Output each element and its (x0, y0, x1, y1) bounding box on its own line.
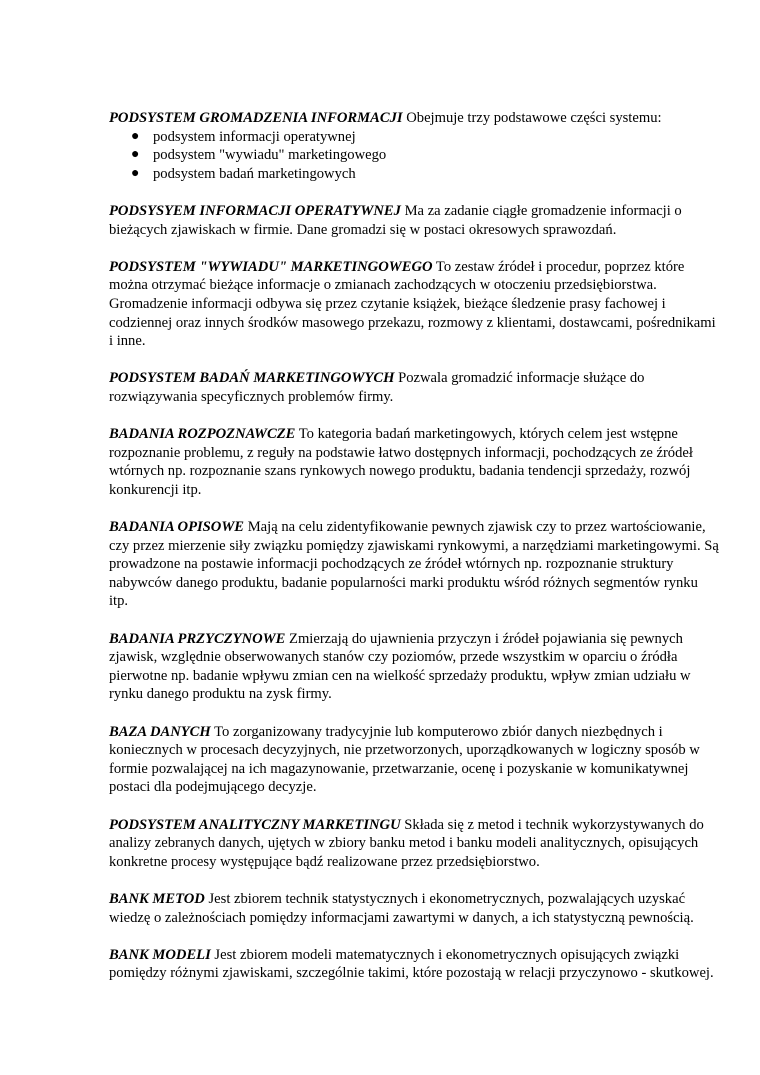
bullet-list (109, 128, 719, 184)
paragraph-text: Ma za zadanie ciągłe gromadzenie informacji o bieżących zjawiskach w firmie. Dane gromadzi się w postaci okresowych sprawozdań. (109, 202, 682, 238)
paragraph-informacji-operatywnej (109, 202, 719, 239)
term-heading: BANK METOD (109, 890, 205, 907)
list-item (109, 165, 719, 184)
paragraph-text: To kategoria badań marketingowych, których celem jest wstępne rozpoznanie problemu, z reguły na podstawie łatwo dostępnych informacji, pochodzących ze źródeł wtórnych np. rozpoznanie szans rynkowych nowego produktu, badania tendencji sprzedaży, rozwój konkurencji itp. (109, 426, 701, 498)
list-item-text: podsystem informacji operatywnej (153, 128, 356, 145)
paragraph-text: Obejmuje trzy podstawowe części systemu: (402, 110, 662, 126)
paragraph-text: Zmierzają do ujawnienia przyczyn i źródeł pojawiania się pewnych zjawisk, względnie obserwowanych stanów czy poziomów, przede wszystkim w oparciu o źródła pierwotne np. badanie wpływu zmian cen na wielkość sprzedaży produktu, wpływ zmian udziału w rynku danego produktu na zysk firmy. (109, 630, 691, 703)
paragraph-badania-opisowe (109, 518, 719, 611)
paragraph-podsystem-gromadzenia (109, 109, 719, 128)
term-heading: BADANIA OPISOWE (109, 519, 245, 536)
paragraph-text: Jest zbiorem modeli matematycznych i ekonometrycznych opisujących związki pomiędzy różnymi zjawiskami, szczególnie takimi, które pozostają w relacji przyczynowo - skutkowej. (109, 946, 714, 982)
term-heading: BADANIA PRZYCZYNOWE (109, 630, 286, 647)
paragraph-text: Mają na celu zidentyfikowanie pewnych zjawisk czy to przez wartościowanie, czy przez mierzenie siły związku pomiędzy zjawiskami rynkowymi, a narzędziami marketingowymi. Są prowadzone na postawie informacji pochodzących ze źródeł wtórnych np. rozpoznanie struktury nabywców danego produktu, badanie popularności marki produktu wśród różnych segmentów rynku itp. (109, 519, 719, 610)
paragraph-bank-modeli (109, 946, 719, 983)
paragraph-badan-marketingowych (109, 369, 719, 406)
paragraph-baza-danych (109, 723, 719, 797)
paragraph-text: Pozwala gromadzić informacje służące do rozwiązywania specyficznych problemów firmy. (109, 370, 645, 405)
document-page (109, 109, 719, 1002)
term-heading: PODSYSYEM INFORMACJI OPERATYWNEJ (109, 202, 401, 219)
paragraph-podsystem-analityczny (109, 816, 719, 872)
bullet-icon: ● (131, 147, 140, 163)
paragraph-badania-rozpoznawcze (109, 425, 719, 499)
paragraph-bank-metod (109, 890, 719, 927)
term-heading: PODSYSTEM BADAŃ MARKETINGOWYCH (109, 370, 395, 387)
paragraph-text: Składa się z metod i technik wykorzystywanych do analizy zebranych danych, ujętych w zbiory banku metod i banku modeli analitycznych, opisujących konkretne procesy występujące bądź realizowane przez przedsiębiorstwo. (109, 816, 704, 870)
paragraph-text: Jest zbiorem technik statystycznych i ekonometrycznych, pozwalających uzyskać wiedzę o zależnościach pomiędzy informacjami zawartymi w danych, a ich statystyczną pewnością. (109, 890, 694, 926)
term-heading: BAZA DANYCH (109, 723, 211, 740)
bullet-icon: ● (131, 128, 140, 144)
term-heading: PODSYSTEM GROMADZENIA INFORMACJI (109, 110, 403, 126)
list-item (109, 146, 719, 165)
list-item-text: podsystem "wywiadu" marketingowego (153, 147, 387, 164)
paragraph-wywiadu-marketingowego (109, 258, 719, 351)
term-heading: BADANIA ROZPOZNAWCZE (109, 426, 296, 443)
bullet-icon: ● (131, 165, 140, 181)
paragraph-text: To zestaw źródeł i procedur, poprzez które można otrzymać bieżące informacje o zmianach zachodzących w otoczeniu przedsiębiorstwa. Gromadzenie informacji odbywa się przez czytanie książek, bieżące śledzenie prasy fachowej i codziennej oraz innych środków masowego przekazu, rozmowy z klientami, dostawcami, pośrednikami i inne. (109, 258, 716, 350)
list-item-text: podsystem badań marketingowych (153, 165, 356, 182)
paragraph-badania-przyczynowe (109, 630, 719, 704)
paragraph-text: To zorganizowany tradycyjnie lub komputerowo zbiór danych niezbędnych i koniecznych w procesach decyzyjnych, nie przetworzonych, uporządkowanych w logiczny sposób w formie pozwalającej na ich magazynowanie, przetwarzanie, ocenę i pozyskanie w komunikatywnej postaci dla podejmującego decyzje. (109, 723, 700, 796)
term-heading: BANK MODELI (109, 946, 211, 963)
term-heading: PODSYSTEM ANALITYCZNY MARKETINGU (109, 816, 401, 833)
list-item (109, 128, 719, 147)
term-heading: PODSYSTEM "WYWIADU" MARKETINGOWEGO (109, 258, 433, 275)
